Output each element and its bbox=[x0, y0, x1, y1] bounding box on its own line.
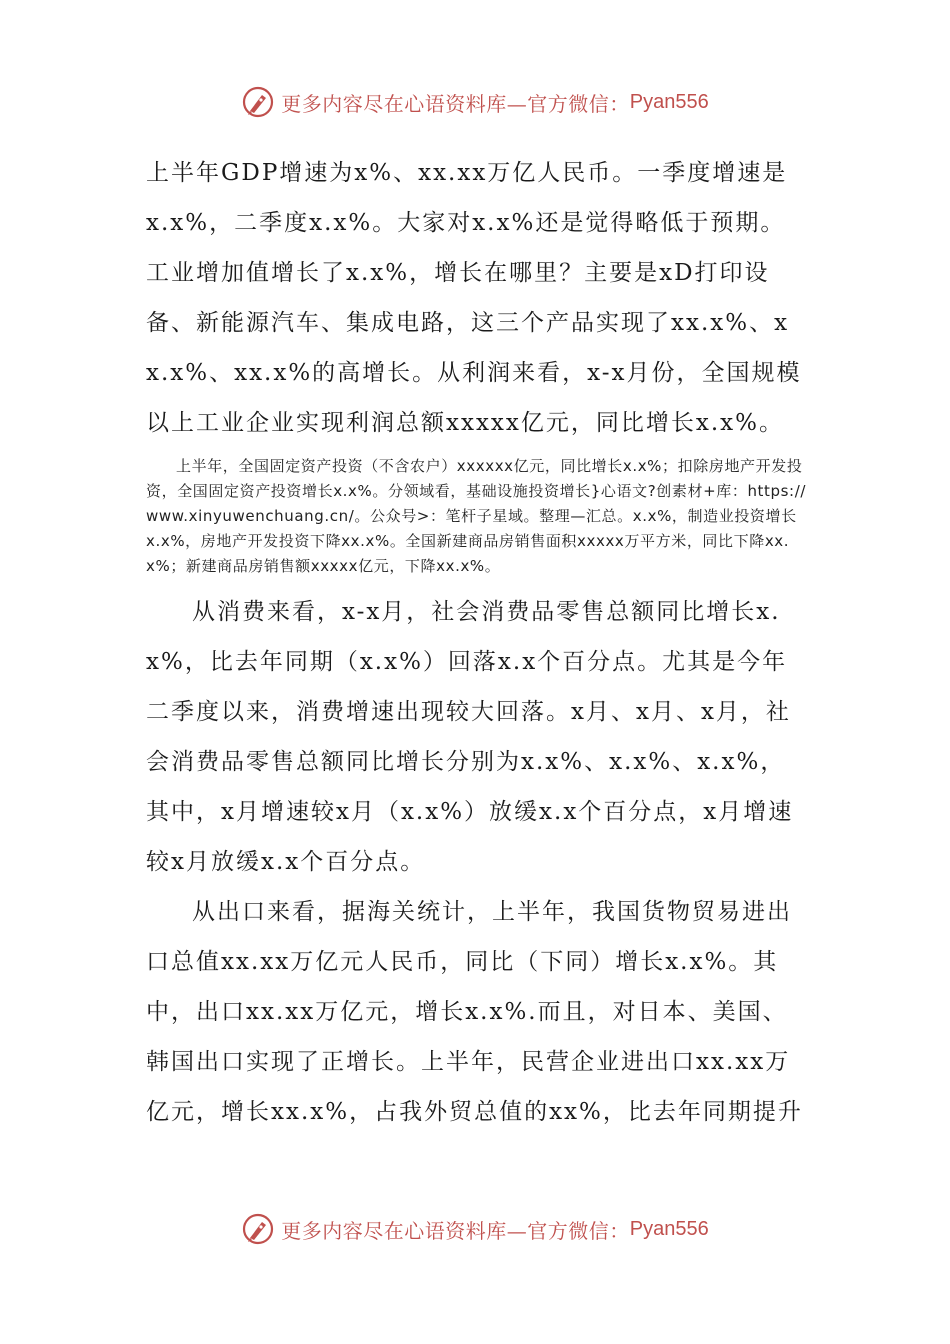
wechat-handle: Pyan556 bbox=[629, 90, 709, 113]
banner-text: 更多内容尽在心语资料库—官方微信： bbox=[281, 91, 630, 116]
pen-nib-logo-icon bbox=[241, 1212, 275, 1246]
paragraph-investment: 上半年，全国固定资产投资（不含农户）xxxxxx亿元，同比增长x.x%；扣除房地产开发投资，全国固定资产投资增长x.x%。分领域看，基础设施投资增长}心语文?创素材+库：https://www.xinyuwenchuang.cn/。公众号>：笔杆子星域。整理—汇总。x.x%，制造业投资增长x.x%，房地产开发投资下降xx.x%。全国新建商品房销售面积xxxxx万平方米，同比下降xx.x%；新建商品房销售额xxxxx亿元，下降xx.x%。 bbox=[146, 457, 807, 575]
pen-nib-logo-icon bbox=[241, 85, 275, 119]
paragraph-consumption: 从消费来看，x-x月，社会消费品零售总额同比增长x.x%，比去年同期（x.x%）回落x.x个百分点。尤其是今年二季度以来，消费增速出现较大回落。x月、x月、x月，社会消费品零售总额同比增长分别为x.x%、x.x%、x.x%，其中，x月增速较x月（x.x%）放缓x.x个百分点，x月增速较x月放缓x.x个百分点。 bbox=[146, 599, 794, 875]
document-body bbox=[146, 148, 808, 1137]
paragraph-gdp: 上半年GDP增速为x%、xx.xx万亿人民币。一季度增速是x.x%，二季度x.x%。大家对x.x%还是觉得略低于预期。工业增加值增长了x.x%，增长在哪里？主要是xD打印设备、新能源汽车、集成电路，这三个产品实现了xx.x%、xx.x%、xx.x%的高增长。从利润来看，x-x月份，全国规模以上工业企业实现利润总额xxxxx亿元，同比增长x.x%。 bbox=[146, 160, 802, 436]
footer-banner bbox=[0, 1207, 950, 1251]
banner-text: 更多内容尽在心语资料库—官方微信： bbox=[281, 1218, 630, 1243]
header-banner bbox=[0, 80, 950, 124]
paragraph-export: 从出口来看，据海关统计，上半年，我国货物贸易进出口总值xx.xx万亿元人民币，同比（下同）增长x.x%。其中，出口xx.xx万亿元，增长x.x%.而且，对日本、美国、韩国出口实现了正增长。上半年，民营企业进出口xx.xx万亿元，增长xx.x%，占我外贸总值的xx%，比去年同期提升 bbox=[146, 899, 803, 1125]
wechat-handle: Pyan556 bbox=[629, 1217, 709, 1240]
